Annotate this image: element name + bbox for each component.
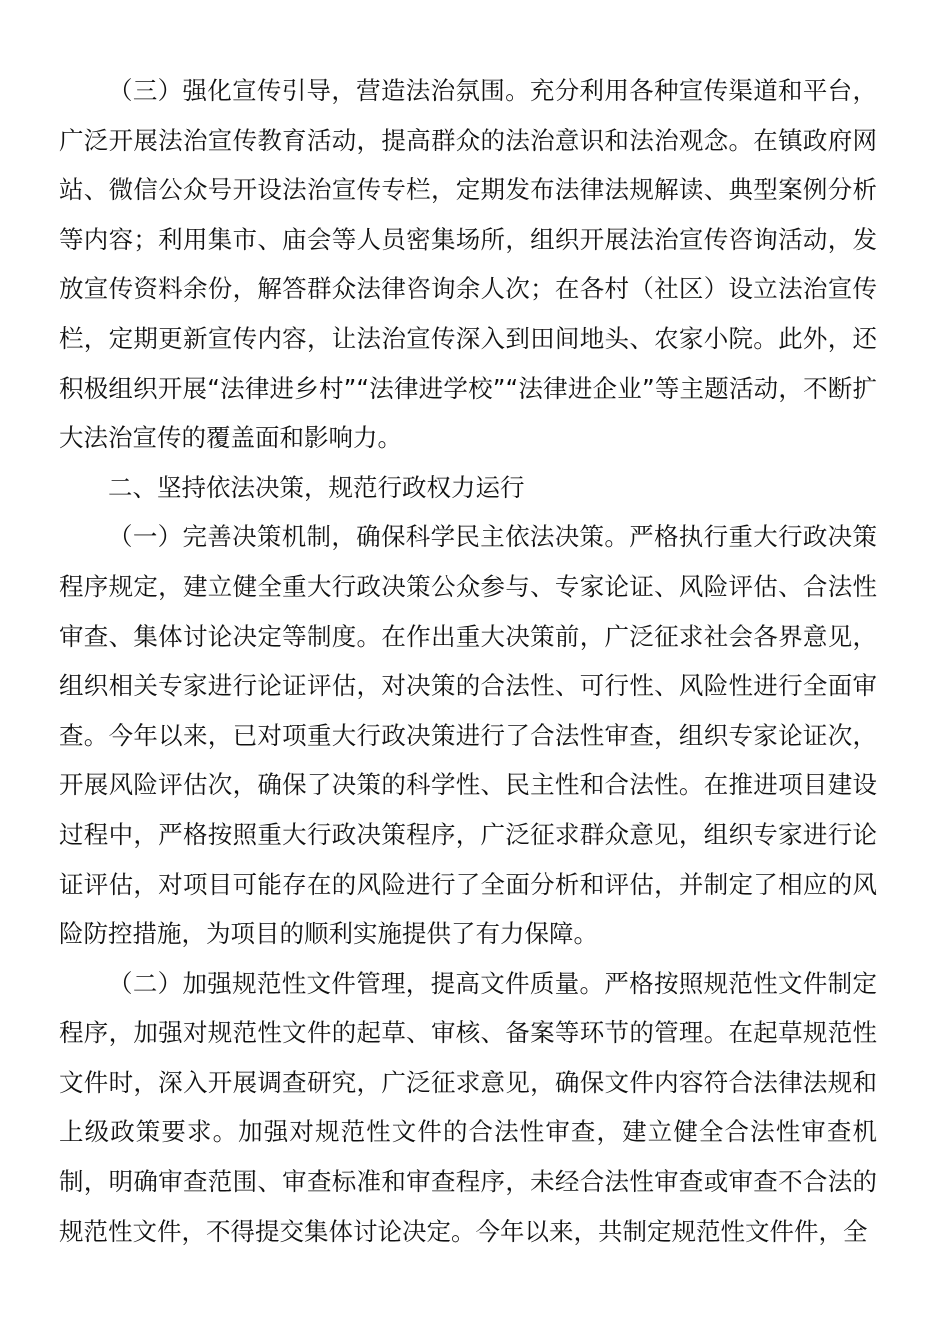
document-page: [59, 66, 877, 1256]
paragraph-publicity-guidance: （三）强化宣传引导，营造法治氛围。充分利用各种宣传渠道和平台，广泛开展法治宣传教育活动，提高群众的法治意识和法治观念。在镇政府网站、微信公众号开设法治宣传专栏，定期发布法律法规解读、典型案例分析等内容；利用集市、庙会等人员密集场所，组织开展法治宣传咨询活动，发放宣传资料余份，解答群众法律咨询余人次；在各村（社区）设立法治宣传栏，定期更新宣传内容，让法治宣传深入到田间地头、农家小院。此外，还积极组织开展“法律进乡村”“法律进学校”“法律进企业”等主题活动，不断扩大法治宣传的覆盖面和影响力。: [59, 76, 877, 453]
paragraph-normative-documents: （二）加强规范性文件管理，提高文件质量。严格按照规范性文件制定程序，加强对规范性文件的起草、审核、备案等环节的管理。在起草规范性文件时，深入开展调查研究，广泛征求意见，确保文件内容符合法律法规和上级政策要求。加强对规范性文件的合法性审查，建立健全合法性审查机制，明确审查范围、审查标准和审查程序，未经合法性审查或审查不合法的规范性文件，不得提交集体讨论决定。今年以来，共制定规范性文件件，全: [59, 968, 877, 1246]
section-heading-lawful-decision: 二、坚持依法决策，规范行政权力运行: [108, 472, 525, 502]
paragraph-decision-mechanism: （一）完善决策机制，确保科学民主依法决策。严格执行重大行政决策程序规定，建立健全重大行政决策公众参与、专家论证、风险评估、合法性审查、集体讨论决定等制度。在作出重大决策前，广泛征求社会各界意见，组织相关专家进行论证评估，对决策的合法性、可行性、风险性进行全面审查。今年以来，已对项重大行政决策进行了合法性审查，组织专家论证次，开展风险评估次，确保了决策的科学性、民主性和合法性。在推进项目建设过程中，严格按照重大行政决策程序，广泛征求群众意见，组织专家进行论证评估，对项目可能存在的风险进行了全面分析和评估，并制定了相应的风险防控措施，为项目的顺利实施提供了有力保障。: [59, 522, 877, 949]
